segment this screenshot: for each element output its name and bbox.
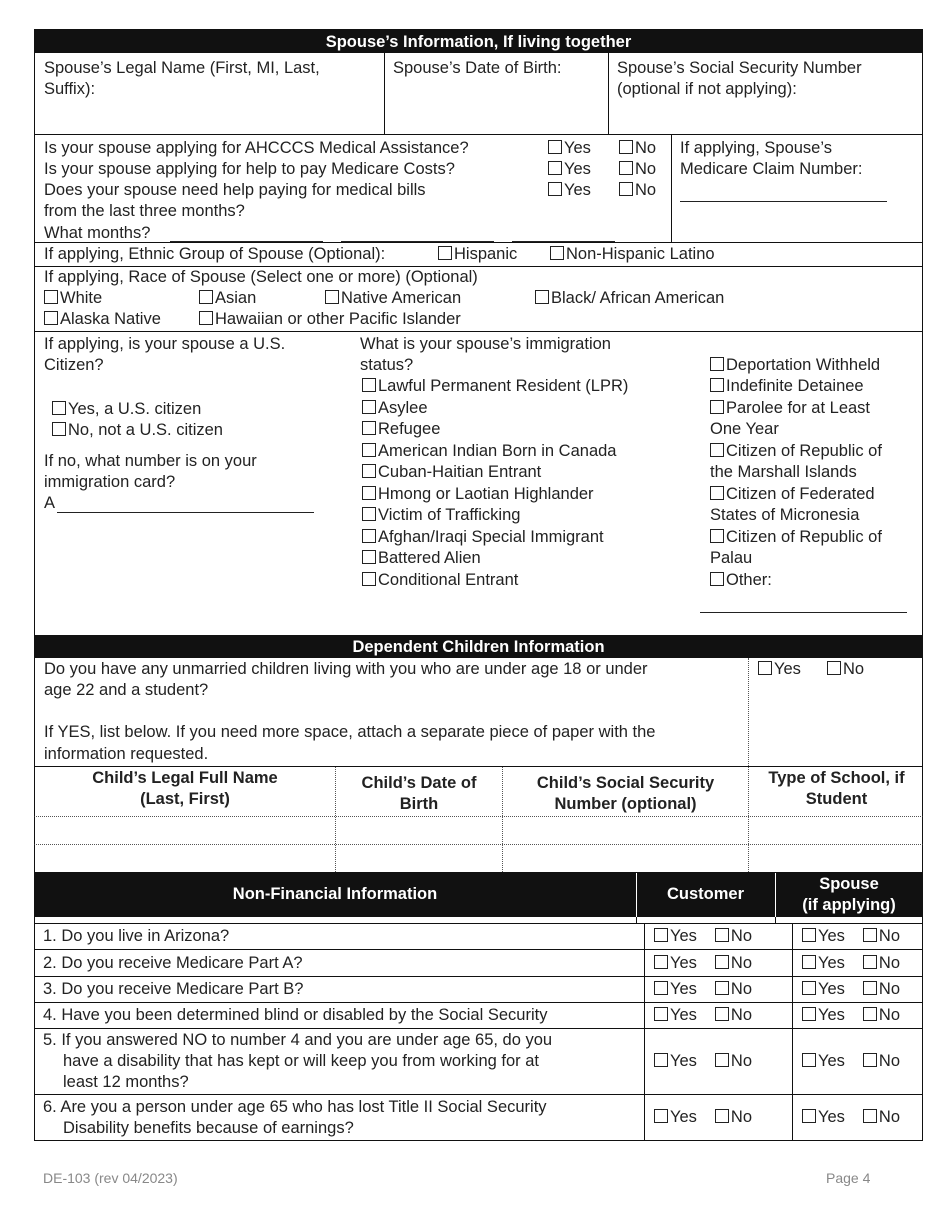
status-indefinite-option[interactable]: Indefinite Detainee bbox=[710, 376, 864, 398]
customer-answer bbox=[645, 977, 793, 1003]
nonfinancial-header bbox=[34, 873, 923, 917]
question-text: 1. Do you live in Arizona? bbox=[43, 927, 230, 945]
checkbox[interactable] bbox=[548, 140, 562, 154]
checkbox[interactable] bbox=[710, 572, 724, 586]
status-micronesia-option[interactable]: Citizen of Federated bbox=[710, 484, 875, 506]
spouse-name-label: Spouse’s Legal Name (First, MI, Last, bbox=[44, 59, 320, 77]
question-medical-bills-2: from the last three months? bbox=[44, 202, 245, 220]
children-instructions-2: information requested. bbox=[44, 745, 209, 763]
col-school-type-2: Student bbox=[805, 790, 868, 808]
children-question-2: age 22 and a student? bbox=[44, 681, 209, 699]
checkbox[interactable] bbox=[548, 182, 562, 196]
status-option[interactable]: Hmong or Laotian Highlander bbox=[362, 484, 594, 506]
spouse-no-option[interactable]: No bbox=[863, 927, 900, 945]
customer-no-option[interactable]: No bbox=[715, 954, 752, 972]
col-school-type: Type of School, if bbox=[768, 769, 905, 787]
nonfinancial-row bbox=[35, 1095, 923, 1141]
status-parolee-option[interactable]: Parolee for at Least bbox=[710, 398, 870, 420]
nonfinancial-row bbox=[35, 1003, 923, 1029]
checkbox[interactable] bbox=[362, 443, 376, 457]
ahcccs-yes-option[interactable]: Yes bbox=[548, 138, 591, 160]
checkbox[interactable] bbox=[619, 182, 633, 196]
question-ahcccs: Is your spouse applying for AHCCCS Medical Assistance? bbox=[44, 139, 469, 157]
children-question-row bbox=[34, 658, 923, 767]
col-child-name-2: (Last, First) bbox=[140, 790, 230, 808]
status-other-field[interactable] bbox=[700, 612, 907, 613]
months-field-2[interactable] bbox=[341, 241, 494, 242]
months-field-3[interactable] bbox=[512, 241, 615, 242]
child-row-1[interactable] bbox=[34, 817, 923, 845]
col-child-dob-2: Birth bbox=[399, 795, 439, 813]
status-parolee-label-2: One Year bbox=[710, 420, 779, 438]
immigration-card-question-2: immigration card? bbox=[44, 473, 176, 491]
checkbox[interactable] bbox=[827, 661, 841, 675]
question-medical-bills: Does your spouse need help paying for medical bills bbox=[44, 181, 426, 199]
children-no-option[interactable]: No bbox=[827, 659, 864, 681]
checkbox[interactable] bbox=[362, 464, 376, 478]
checkbox[interactable] bbox=[619, 161, 633, 175]
claim-number-field[interactable] bbox=[680, 201, 887, 202]
status-micronesia-label-2: States of Micronesia bbox=[710, 506, 860, 524]
spouse-no-option[interactable]: No bbox=[863, 980, 900, 998]
customer-answer bbox=[645, 950, 793, 977]
customer-yes-option[interactable]: Yes bbox=[654, 980, 697, 998]
checkbox[interactable] bbox=[710, 378, 724, 392]
checkbox[interactable] bbox=[710, 400, 724, 414]
customer-answer bbox=[645, 1029, 793, 1095]
spouse-answer bbox=[793, 924, 923, 950]
spouse-column-label: Spouse bbox=[819, 875, 879, 893]
status-other-option[interactable]: Other: bbox=[710, 570, 772, 592]
customer-answer bbox=[645, 1003, 793, 1029]
race-label: If applying, Race of Spouse (Select one or more) (Optional) bbox=[44, 268, 478, 286]
race-native-american-option[interactable]: Native American bbox=[325, 288, 461, 310]
checkbox[interactable] bbox=[362, 421, 376, 435]
spouse-yes-option[interactable]: Yes bbox=[802, 1052, 845, 1070]
question-text: 6. Are you a person under age 65 who has lost Title II Social Security bbox=[43, 1097, 547, 1116]
status-option[interactable]: Asylee bbox=[362, 398, 428, 420]
question-medicare-costs: Is your spouse applying for help to pay Medicare Costs? bbox=[44, 160, 455, 178]
children-table-header bbox=[34, 767, 923, 817]
spouse-identity-row bbox=[34, 53, 923, 135]
spouse-citizenship-row bbox=[34, 332, 923, 636]
spouse-answer bbox=[793, 1029, 923, 1095]
medicare-no-option[interactable]: No bbox=[619, 159, 656, 181]
spouse-no-option[interactable]: No bbox=[863, 954, 900, 972]
checkbox[interactable] bbox=[199, 290, 213, 304]
spouse-yes-option[interactable]: Yes bbox=[802, 1108, 845, 1126]
question-text: 4. Have you been determined blind or disabled by the Social Security bbox=[43, 1006, 548, 1024]
customer-no-option[interactable]: No bbox=[715, 1052, 752, 1070]
children-question: Do you have any unmarried children living with you who are under age 18 or under bbox=[44, 660, 648, 678]
race-hawaiian-option[interactable]: Hawaiian or other Pacific Islander bbox=[199, 309, 461, 331]
status-marshall-option[interactable]: Citizen of Republic of bbox=[710, 441, 882, 463]
checkbox[interactable] bbox=[710, 357, 724, 371]
medicare-yes-option[interactable]: Yes bbox=[548, 159, 591, 181]
spouse-yes-option[interactable]: Yes bbox=[802, 980, 845, 998]
ethnic-hispanic-option[interactable]: Hispanic bbox=[438, 244, 517, 266]
question-text-2: Disability benefits because of earnings? bbox=[63, 1118, 354, 1137]
status-palau-option[interactable]: Citizen of Republic of bbox=[710, 527, 882, 549]
citizen-no-option[interactable]: No, not a U.S. citizen bbox=[52, 420, 223, 442]
checkbox[interactable] bbox=[362, 378, 376, 392]
a-number-prefix: A bbox=[44, 494, 56, 512]
spouse-race-row bbox=[34, 267, 923, 332]
nonfinancial-table bbox=[34, 923, 923, 1141]
spouse-section-header bbox=[34, 29, 923, 53]
nonfinancial-row bbox=[35, 1029, 923, 1095]
spouse-answer bbox=[793, 977, 923, 1003]
question-text-2: have a disability that has kept or will keep you from working for at bbox=[63, 1052, 539, 1070]
spouse-ssn-label-2: (optional if not applying): bbox=[617, 80, 797, 98]
customer-yes-option[interactable]: Yes bbox=[654, 954, 697, 972]
race-black-option[interactable]: Black/ African American bbox=[535, 288, 724, 310]
a-number-field[interactable] bbox=[57, 512, 314, 513]
customer-yes-option[interactable]: Yes bbox=[654, 1052, 697, 1070]
checkbox[interactable] bbox=[325, 290, 339, 304]
checkbox[interactable] bbox=[535, 290, 549, 304]
immigration-status-question: What is your spouse’s immigration bbox=[360, 335, 611, 353]
col-child-dob: Child’s Date of bbox=[361, 774, 477, 792]
checkbox[interactable] bbox=[619, 140, 633, 154]
customer-yes-option[interactable]: Yes bbox=[654, 927, 697, 945]
status-option[interactable]: American Indian Born in Canada bbox=[362, 441, 616, 463]
page-number: Page 4 bbox=[826, 1170, 871, 1186]
race-asian-option[interactable]: Asian bbox=[199, 288, 256, 310]
children-instructions: If YES, list below. If you need more space, attach a separate piece of paper with the bbox=[44, 723, 656, 741]
bills-yes-option[interactable]: Yes bbox=[548, 180, 591, 202]
citizen-question-2: Citizen? bbox=[44, 356, 104, 374]
checkbox[interactable] bbox=[550, 246, 564, 260]
race-white-option[interactable]: White bbox=[44, 288, 102, 310]
status-option[interactable]: Conditional Entrant bbox=[362, 570, 518, 592]
checkbox[interactable] bbox=[362, 550, 376, 564]
checkbox[interactable] bbox=[362, 529, 376, 543]
spouse-no-option[interactable]: No bbox=[863, 1052, 900, 1070]
customer-answer bbox=[645, 924, 793, 950]
checkbox[interactable] bbox=[44, 290, 58, 304]
race-alaska-option[interactable]: Alaska Native bbox=[44, 309, 161, 331]
question-text-3: least 12 months? bbox=[63, 1073, 189, 1091]
spouse-section-title: Spouse’s Information, If living together bbox=[325, 33, 632, 51]
spouse-no-option[interactable]: No bbox=[863, 1006, 900, 1024]
spouse-ethnicity-row bbox=[34, 243, 923, 267]
customer-column-label: Customer bbox=[666, 885, 744, 903]
spouse-column-label-2: (if applying) bbox=[802, 896, 896, 914]
question-text: 5. If you answered NO to number 4 and you are under age 65, do you bbox=[43, 1031, 553, 1049]
spouse-medical-questions bbox=[34, 135, 923, 243]
spouse-name-label-2: Suffix): bbox=[44, 80, 96, 98]
status-option[interactable]: Lawful Permanent Resident (LPR) bbox=[362, 376, 628, 398]
checkbox[interactable] bbox=[52, 401, 66, 415]
children-section-title: Dependent Children Information bbox=[352, 638, 605, 656]
customer-no-option[interactable]: No bbox=[715, 980, 752, 998]
form-id: DE-103 (rev 04/2023) bbox=[43, 1170, 178, 1186]
months-field-1[interactable] bbox=[170, 241, 323, 242]
spouse-ssn-label: Spouse’s Social Security Number bbox=[617, 59, 862, 77]
col-child-ssn-2: Number (optional) bbox=[554, 795, 697, 813]
status-option[interactable]: Battered Alien bbox=[362, 548, 481, 570]
spouse-yes-option[interactable]: Yes bbox=[802, 1006, 845, 1024]
checkbox[interactable] bbox=[758, 661, 772, 675]
customer-no-option[interactable]: No bbox=[715, 1108, 752, 1126]
question-text: 2. Do you receive Medicare Part A? bbox=[43, 953, 303, 972]
checkbox[interactable] bbox=[199, 311, 213, 325]
spouse-no-option[interactable]: No bbox=[863, 1108, 900, 1126]
spouse-yes-option[interactable]: Yes bbox=[802, 954, 845, 972]
spouse-answer bbox=[793, 1095, 923, 1141]
spouse-answer bbox=[793, 1003, 923, 1029]
what-months-label: What months? bbox=[44, 224, 151, 242]
customer-yes-option[interactable]: Yes bbox=[654, 1108, 697, 1126]
col-child-ssn: Child’s Social Security bbox=[536, 774, 715, 792]
checkbox[interactable] bbox=[362, 507, 376, 521]
status-palau-label-2: Palau bbox=[710, 549, 753, 567]
children-yes-option[interactable]: Yes bbox=[758, 659, 801, 681]
customer-no-option[interactable]: No bbox=[715, 1006, 752, 1024]
question-text: 3. Do you receive Medicare Part B? bbox=[43, 980, 304, 998]
children-section-header bbox=[34, 636, 923, 658]
ethnic-group-label: If applying, Ethnic Group of Spouse (Optional): bbox=[44, 245, 386, 263]
immigration-status-question-2: status? bbox=[360, 356, 414, 374]
checkbox[interactable] bbox=[362, 572, 376, 586]
status-deportation-option[interactable]: Deportation Withheld bbox=[710, 355, 880, 377]
checkbox[interactable] bbox=[438, 246, 452, 260]
checkbox[interactable] bbox=[52, 422, 66, 436]
ethnic-non-hispanic-option[interactable]: Non-Hispanic Latino bbox=[550, 244, 715, 266]
customer-yes-option[interactable]: Yes bbox=[654, 1006, 697, 1024]
status-option[interactable]: Cuban-Haitian Entrant bbox=[362, 462, 541, 484]
nonfinancial-row bbox=[35, 977, 923, 1003]
claim-number-label: If applying, Spouse’s bbox=[680, 139, 832, 157]
spouse-yes-option[interactable]: Yes bbox=[802, 927, 845, 945]
spouse-dob-label: Spouse’s Date of Birth: bbox=[393, 59, 562, 77]
customer-answer bbox=[645, 1095, 793, 1141]
form-page bbox=[34, 29, 923, 1141]
status-option[interactable]: Afghan/Iraqi Special Immigrant bbox=[362, 527, 604, 549]
nonfinancial-title: Non-Financial Information bbox=[232, 885, 438, 903]
col-child-name: Child’s Legal Full Name bbox=[92, 769, 278, 787]
status-marshall-label-2: the Marshall Islands bbox=[710, 463, 857, 481]
nonfinancial-row bbox=[35, 950, 923, 977]
bills-no-option[interactable]: No bbox=[619, 180, 656, 202]
checkbox[interactable] bbox=[710, 529, 724, 543]
claim-number-label-2: Medicare Claim Number: bbox=[680, 160, 863, 178]
spouse-answer bbox=[793, 950, 923, 977]
checkbox[interactable] bbox=[362, 400, 376, 414]
immigration-card-question: If no, what number is on your bbox=[44, 452, 257, 470]
checkbox[interactable] bbox=[548, 161, 562, 175]
status-option[interactable]: Victim of Trafficking bbox=[362, 505, 520, 527]
checkbox[interactable] bbox=[44, 311, 58, 325]
citizen-question: If applying, is your spouse a U.S. bbox=[44, 335, 286, 353]
citizen-yes-option[interactable]: Yes, a U.S. citizen bbox=[52, 399, 201, 421]
checkbox[interactable] bbox=[362, 486, 376, 500]
checkbox[interactable] bbox=[710, 486, 724, 500]
customer-no-option[interactable]: No bbox=[715, 927, 752, 945]
child-row-2[interactable] bbox=[34, 845, 923, 873]
ahcccs-no-option[interactable]: No bbox=[619, 138, 656, 160]
nonfinancial-row bbox=[35, 924, 923, 950]
status-option[interactable]: Refugee bbox=[362, 419, 440, 441]
checkbox[interactable] bbox=[710, 443, 724, 457]
